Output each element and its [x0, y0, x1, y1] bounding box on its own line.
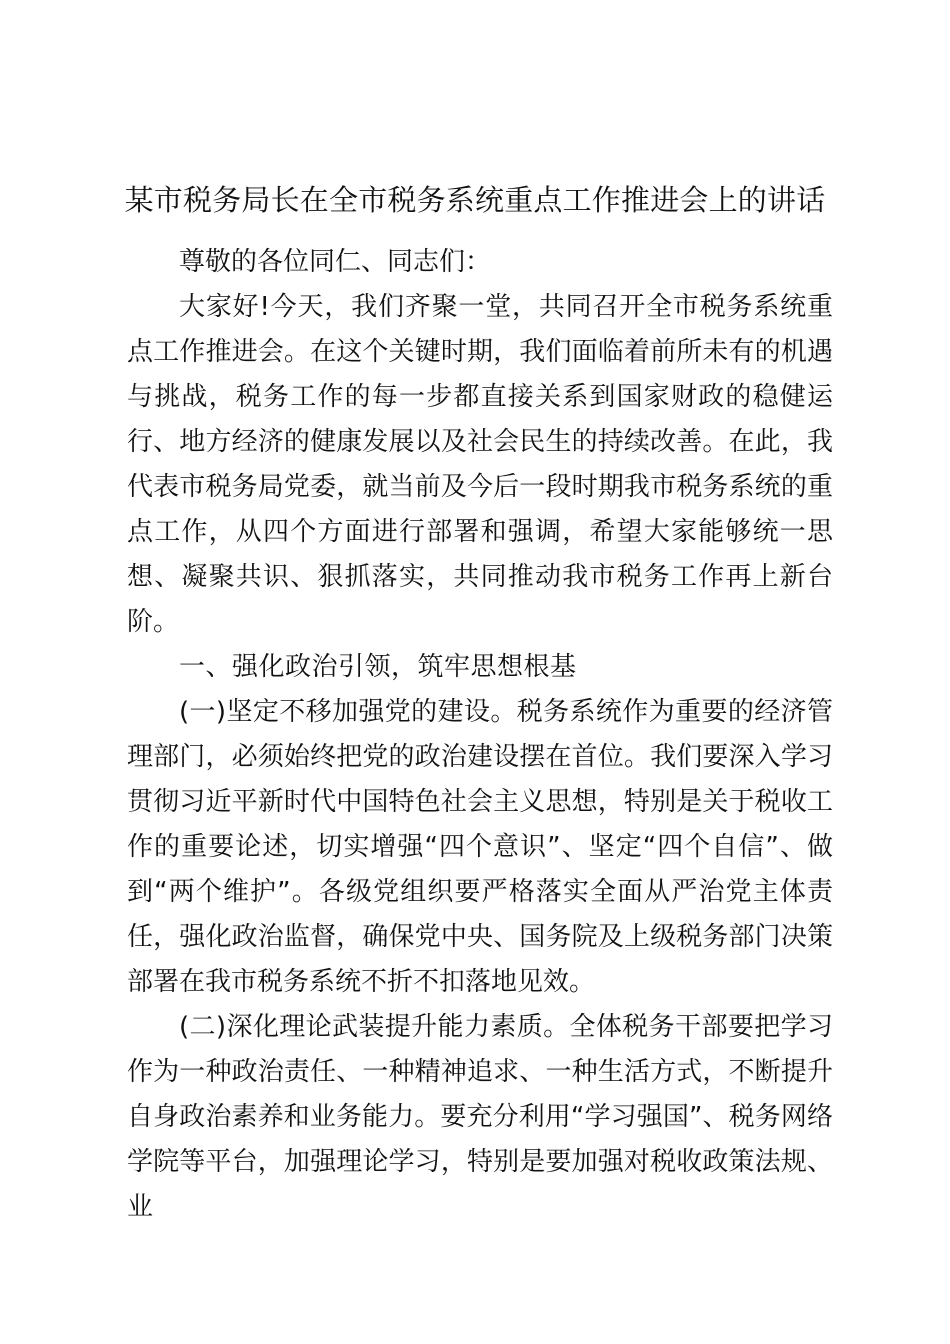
- paragraph-intro: 大家好!今天，我们齐聚一堂，共同召开全市税务系统重点工作推进会。在这个关键时期，我们面临着前所未有的机遇与挑战，税务工作的每一步都直接关系到国家财政的稳健运行、地方经济的健康发展以及社会民生的持续改善。在此，我代表市税务局党委，就当前及今后一段时期我市税务系统的重点工作，从四个方面进行部署和强调，希望大家能够统一思想、凝聚共识、狠抓落实，共同推动我市税务工作再上新台阶。: [127, 292, 833, 637]
- paragraph-1-2: (二)深化理论武装提升能力素质。全体税务干部要把学习作为一种政治责任、一种精神追求、一种生活方式，不断提升自身政治素养和业务能力。要充分利用“学习强国”、税务网络学院等平台，加强理论学习，特别是要加强对税收政策法规、业: [127, 1012, 833, 1222]
- paragraph-1-1: (一)坚定不移加强党的建设。税务系统作为重要的经济管理部门，必须始终把党的政治建设摆在首位。我们要深入学习贯彻习近平新时代中国特色社会主义思想，特别是关于税收工作的重要论述，切实增强“四个意识”、坚定“四个自信”、做到“两个维护”。各级党组织要严格落实全面从严治党主体责任，强化政治监督，确保党中央、国务院及上级税务部门决策部署在我市税务系统不折不扣落地见效。: [127, 697, 833, 997]
- section-heading-1: 一、强化政治引领，筑牢思想根基: [179, 652, 577, 682]
- document-title: 某市税务局长在全市税务系统重点工作推进会上的讲话: [124, 183, 826, 217]
- salutation: 尊敬的各位同仁、同志们：: [179, 247, 492, 277]
- document-body: [127, 240, 833, 1230]
